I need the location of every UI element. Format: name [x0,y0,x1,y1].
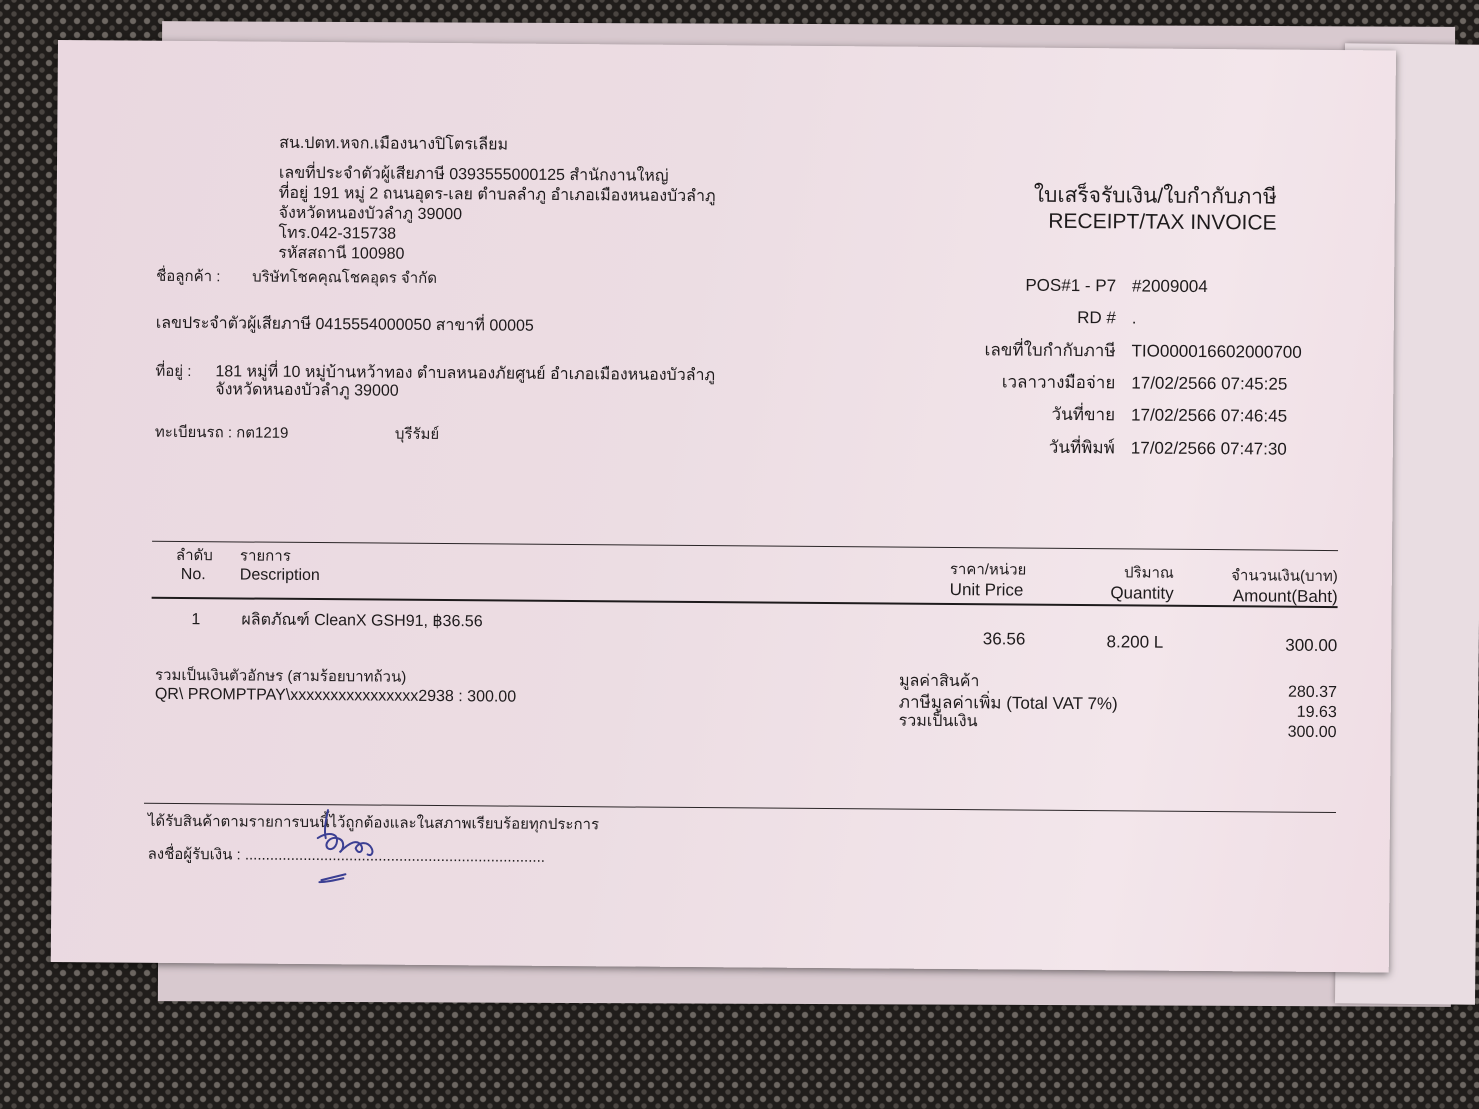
signature-stroke [317,810,372,882]
customer-address-label: ที่อยู่ : [155,362,192,381]
subtotal-value: 280.37 [1287,683,1337,702]
row-no: 1 [191,611,201,629]
nozzle-time: 17/02/2566 07:45:25 [1131,373,1288,394]
sale-date: 17/02/2566 07:46:45 [1131,405,1288,426]
pos-number: #2009004 [1132,276,1208,297]
received-statement: ได้รับสินค้าตามรายการบนนี้ไว้ถูกต้องและในสภาพเรียบร้อยทุกประการ [147,812,600,834]
customer-tax-id: เลขประจำตัวผู้เสียภาษี 0415554000050 สาขาที่ 00005 [155,314,534,335]
receipt-paper [51,40,1396,972]
seller-address-line2: จังหวัดหนองบัวลำภู 39000 [278,204,463,224]
total-label: รวมเป็นเงิน [898,712,978,731]
vat-value: 19.63 [1296,703,1337,722]
col-desc-thai: รายการ [239,547,291,565]
customer-name: บริษัทโชคคุณโชคอุดร จำกัด [252,268,438,287]
sale-date-label: วันที่ขาย [1051,404,1116,425]
vat-label: ภาษีมูลค่าเพิ่ม (Total VAT 7%) [898,692,1118,714]
customer-name-label: ชื่อลูกค้า : [156,267,221,286]
seller-station-code: รหัสสถานี 100980 [278,244,405,263]
col-price-thai: ราคา/หน่วย [949,561,1027,579]
amount-in-words: รวมเป็นเงินตัวอักษร (สามร้อยบาทถ้วน) [154,666,407,686]
col-amount-thai: จำนวนเงิน(บาท) [1231,567,1338,586]
col-unit-price-header: Unit Price [949,580,1024,600]
vehicle-plate: ทะเบียนรถ : กต1219 [154,423,289,442]
nozzle-time-label: เวลาวางมือจ่าย [1001,372,1116,393]
rd-value: . [1131,308,1137,328]
tax-invoice-label: เลขที่ใบกำกับภาษี [984,340,1116,361]
row-description: ผลิตภัณฑ์ CleanX GSH91, ฿36.56 [241,611,483,631]
row-unit-price: 36.56 [982,629,1026,649]
seller-phone: โทร.042-315738 [278,224,397,243]
customer-address-line2: จังหวัดหนองบัวลำภู 39000 [215,381,399,400]
table-top-rule [152,541,1338,551]
col-quantity-header: Quantity [1110,583,1174,603]
print-date: 17/02/2566 07:47:30 [1130,438,1287,459]
subtotal-label: มูลค่าสินค้า [898,672,980,691]
doc-title-thai: ใบเสร็จรับเงิน/ใบกำกับภาษี [1033,183,1277,209]
print-date-label: วันที่พิมพ์ [1048,437,1115,458]
col-amount-header: Amount(Baht) [1232,586,1338,607]
rd-label: RD # [1077,308,1116,328]
handwritten-signature [313,808,394,899]
seller-name: สน.ปตท.หจก.เมืองนางปิโตรเลียม [279,134,509,154]
row-amount: 300.00 [1285,635,1338,656]
total-value: 300.00 [1287,723,1337,742]
seller-tax-id: เลขที่ประจำตัวผู้เสียภาษี 0393555000125 สำนักงานใหญ่ [278,164,669,185]
customer-address-line1: 181 หมู่ที่ 10 หมู่บ้านหว้าทอง ตำบลหนองภัยศูนย์ อำเภอเมืองหนองบัวลำภู [215,363,716,385]
signature-line: ลงชื่อผู้รับเงิน : ........................................................................ [147,845,546,866]
seller-address-line1: ที่อยู่ 191 หมู่ 2 ถนนอุดร-เลย ตำบลลำภู อำเภอเมืองหนองบัวลำภู [278,184,716,206]
tax-invoice-number: TIO000016602000700 [1131,341,1302,362]
col-no-header: No. [180,565,206,584]
pos-label: POS#1 - P7 [1025,275,1117,296]
row-quantity: 8.200 L [1106,632,1164,652]
col-no-thai: ลำดับ [175,546,213,565]
payment-method: QR\ PROMPTPAY\xxxxxxxxxxxxxxxx2938 : 300.00 [154,685,517,706]
col-description-header: Description [239,566,320,585]
doc-title-english: RECEIPT/TAX INVOICE [1048,209,1277,235]
col-qty-thai: ปริมาณ [1123,564,1174,582]
vehicle-province: บุรีรัมย์ [394,425,440,444]
